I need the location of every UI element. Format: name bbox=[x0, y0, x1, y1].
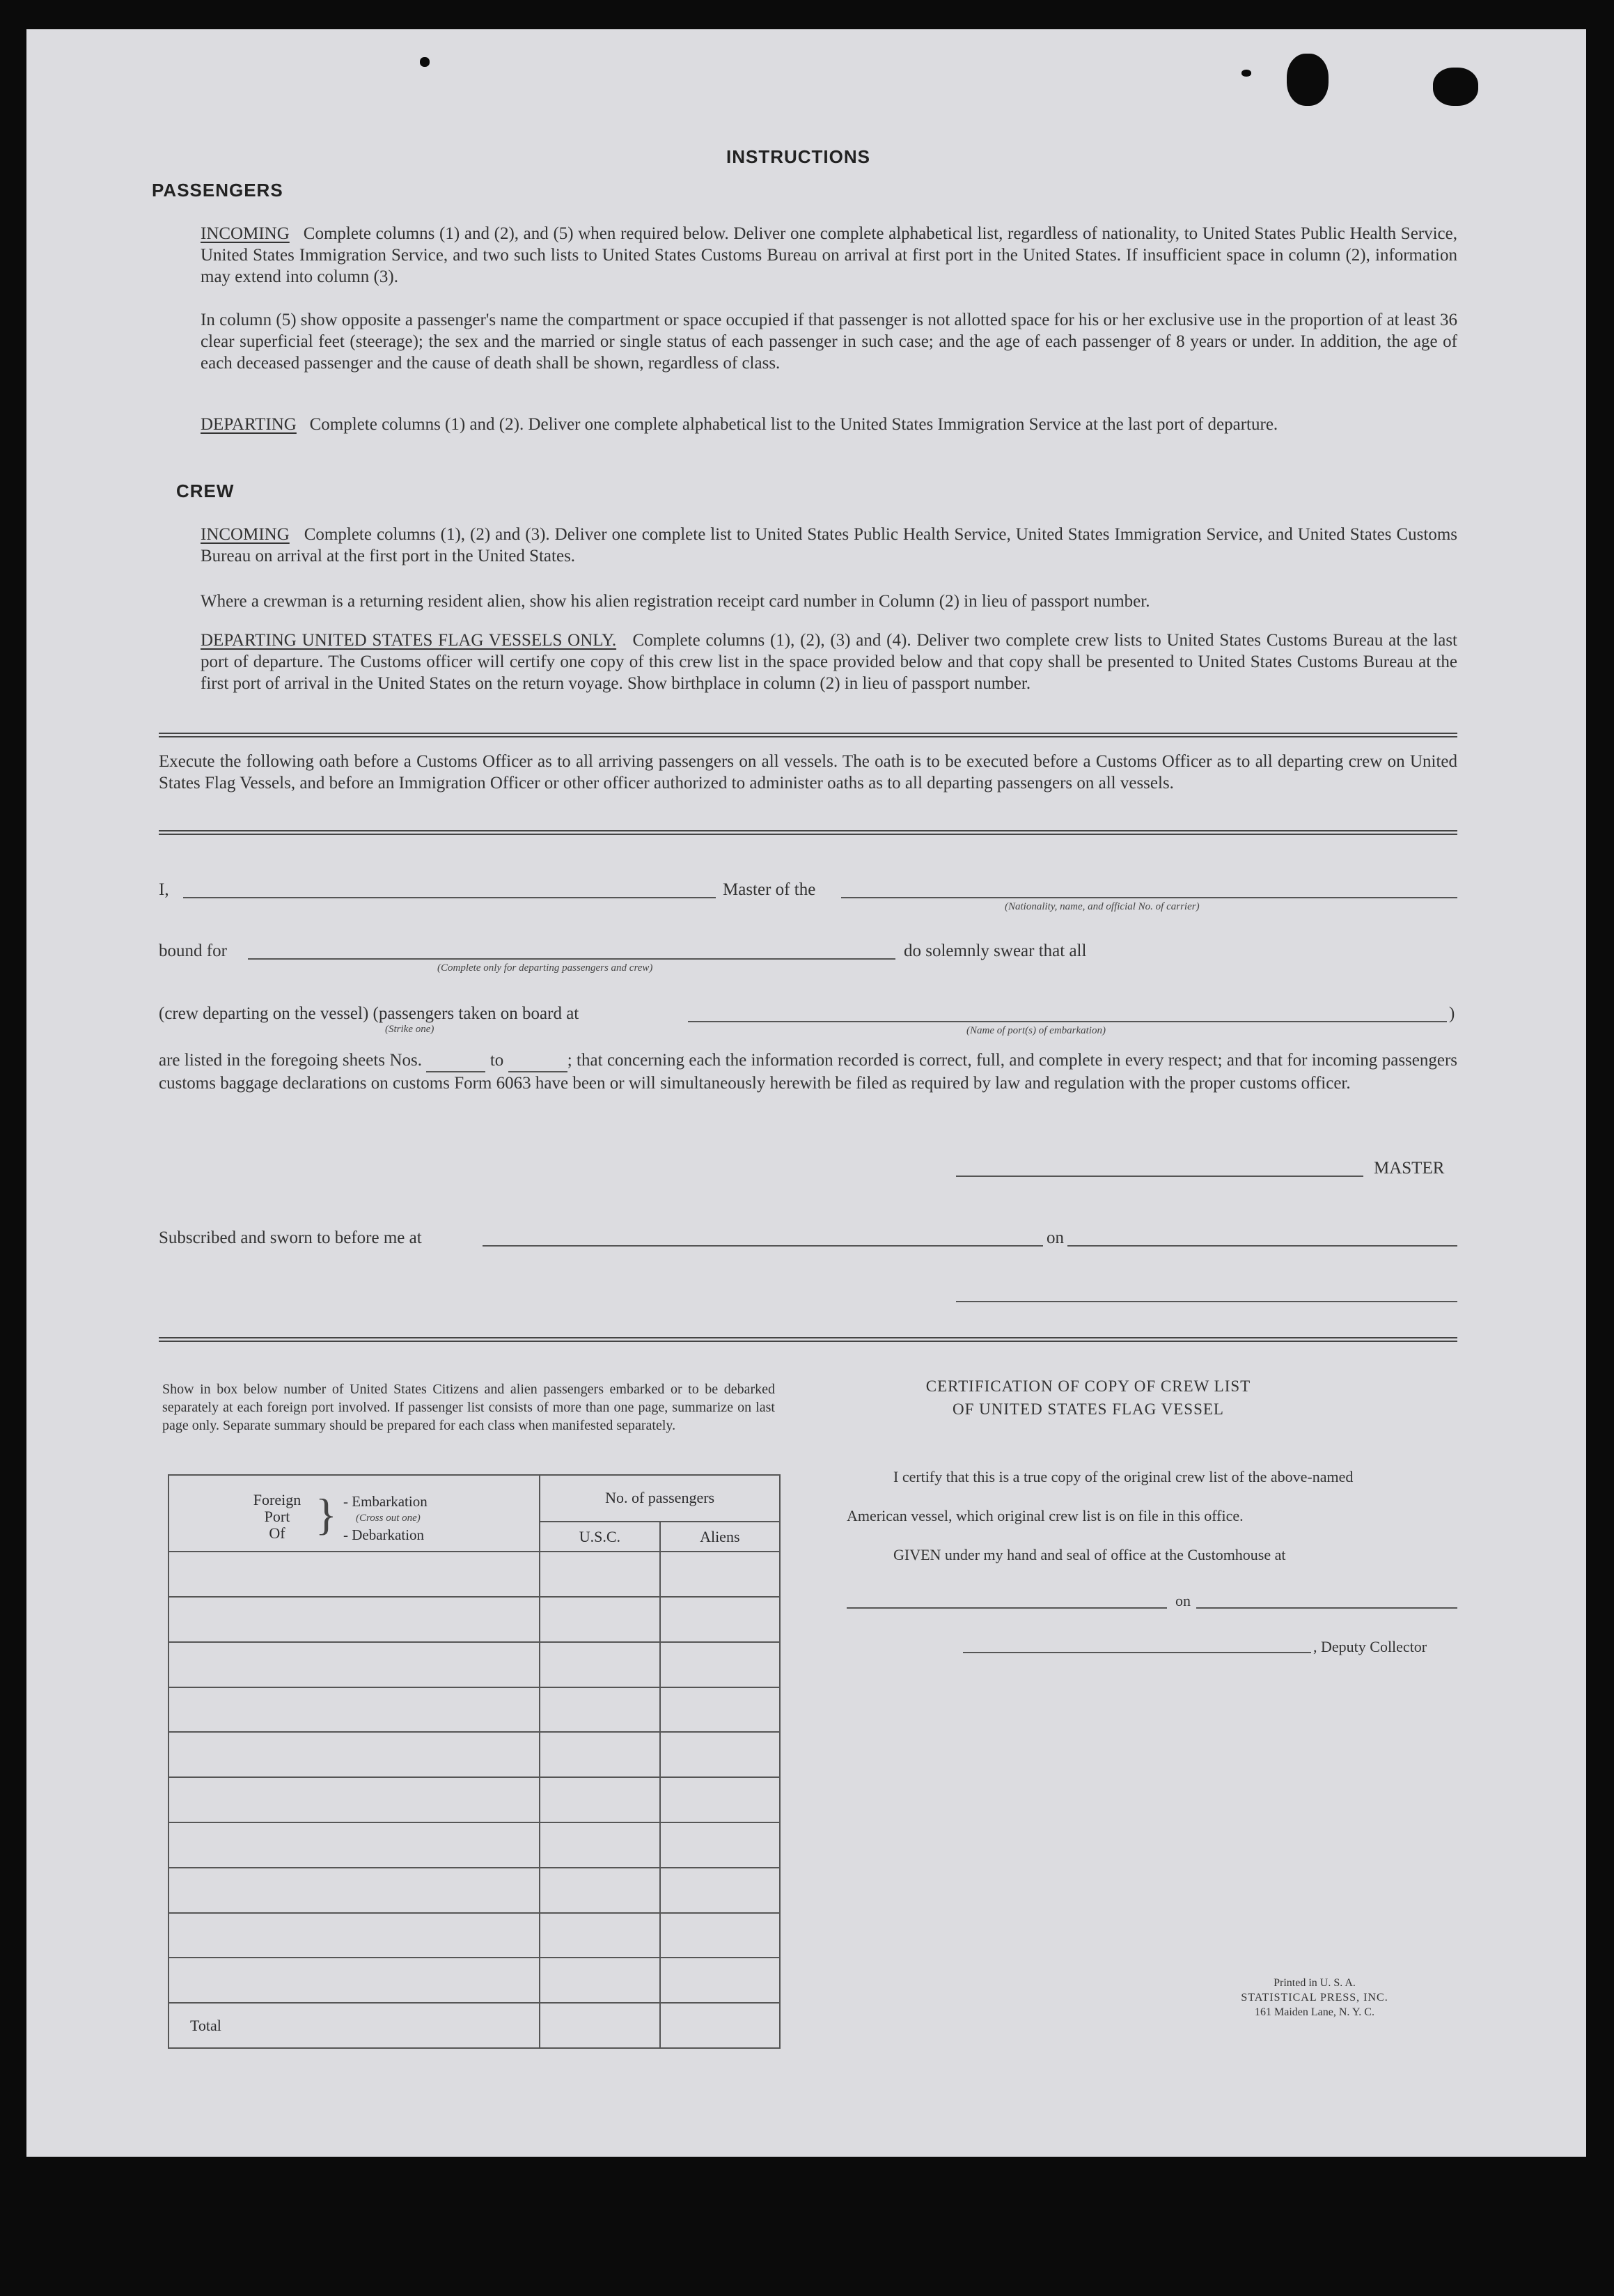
embarkation-label: - Embarkation bbox=[343, 1493, 428, 1510]
instructions-title: INSTRUCTIONS bbox=[726, 146, 870, 167]
port-cell[interactable] bbox=[169, 1687, 540, 1733]
do-solemnly-label: do solemnly swear that all bbox=[904, 942, 1087, 960]
port-cell[interactable] bbox=[169, 1868, 540, 1913]
aliens-cell[interactable] bbox=[660, 1777, 780, 1822]
master-signature-field[interactable] bbox=[956, 1176, 1363, 1177]
port-cell[interactable] bbox=[169, 1552, 540, 1597]
brace-icon: } bbox=[315, 1490, 337, 1540]
aliens-cell[interactable] bbox=[660, 1687, 780, 1733]
listed-paragraph bbox=[159, 1049, 1457, 1094]
port-cell[interactable] bbox=[169, 1597, 540, 1642]
aliens-header: Aliens bbox=[660, 1522, 780, 1552]
to-label: to bbox=[489, 1051, 504, 1070]
crew-departing-paragraph bbox=[201, 630, 1457, 694]
listed-rest: ; that concerning each the information recorded is correct, full, and complete in every respect; and that for incoming passengers customs baggage declarations on customs Form 6063 have been or will simultaneously herewith be filed as required by law and regulation with the proper customs officer. bbox=[159, 1051, 1458, 1093]
printer-line3: 161 Maiden Lane, N. Y. C. bbox=[1255, 2006, 1374, 2018]
punch-mark bbox=[1241, 70, 1251, 77]
certify-line1: I certify that this is a true copy of the original crew list of the above-named bbox=[893, 1468, 1354, 1485]
passengers-heading: PASSENGERS bbox=[152, 180, 283, 201]
port-cell[interactable] bbox=[169, 1732, 540, 1777]
punch-mark bbox=[420, 57, 430, 67]
usc-total-cell[interactable] bbox=[540, 2003, 659, 2048]
usc-cell[interactable] bbox=[540, 1913, 659, 1958]
usc-cell[interactable] bbox=[540, 1687, 659, 1733]
passengers-incoming-label: INCOMING bbox=[201, 224, 290, 243]
usc-cell[interactable] bbox=[540, 1868, 659, 1913]
crew-incoming-label: INCOMING bbox=[201, 525, 290, 544]
no-of-passengers-header: No. of passengers bbox=[540, 1475, 780, 1522]
departing-note: (Complete only for departing passengers and crew) bbox=[437, 962, 653, 974]
subscribed-label: Subscribed and sworn to before me at bbox=[159, 1228, 422, 1247]
divider bbox=[159, 830, 1457, 835]
printer-line2: STATISTICAL PRESS, INC. bbox=[1241, 1992, 1388, 2004]
foreign-port-header bbox=[169, 1475, 540, 1552]
master-name-field[interactable] bbox=[183, 897, 716, 898]
certify-line2: American vessel, which original crew list is on file in this office. bbox=[847, 1507, 1244, 1524]
aliens-cell[interactable] bbox=[660, 1642, 780, 1687]
usc-cell[interactable] bbox=[540, 1732, 659, 1777]
master-label: MASTER bbox=[1374, 1159, 1445, 1178]
certification-title-line2: OF UNITED STATES FLAG VESSEL bbox=[953, 1400, 1224, 1418]
port-cell[interactable] bbox=[169, 1822, 540, 1868]
total-label-cell bbox=[169, 2003, 540, 2048]
port-cell[interactable] bbox=[169, 1913, 540, 1958]
punch-hole bbox=[1433, 68, 1478, 106]
on-label: on bbox=[1047, 1228, 1064, 1247]
sworn-place-field[interactable] bbox=[483, 1245, 1043, 1247]
printer-line1: Printed in U. S. A. bbox=[1274, 1977, 1356, 1989]
printer-imprint bbox=[1210, 1976, 1419, 2020]
crew-resident-paragraph: Where a crewman is a returning resident alien, show his alien registration receipt card number in Column (2) in lieu of passport number. bbox=[201, 592, 1150, 611]
sheet-to-field[interactable] bbox=[508, 1049, 567, 1072]
of-label: Of bbox=[269, 1524, 285, 1543]
nationality-note: (Nationality, name, and official No. of carrier) bbox=[1005, 901, 1200, 912]
debarkation-label: - Debarkation bbox=[343, 1526, 425, 1544]
officer-signature-field[interactable] bbox=[956, 1301, 1457, 1302]
passengers-departing-label: DEPARTING bbox=[201, 415, 297, 434]
usc-header: U.S.C. bbox=[540, 1522, 659, 1552]
sheet-from-field[interactable] bbox=[426, 1049, 485, 1072]
port-label: Port bbox=[264, 1508, 290, 1526]
port-cell[interactable] bbox=[169, 1958, 540, 2003]
crew-incoming-paragraph bbox=[201, 524, 1457, 567]
crew-incoming-text: Complete columns (1), (2) and (3). Deliver one complete list to United States Public Health Service, United States Immigration Service, and United States Customs Bureau on arrival at the first port in the United States. bbox=[201, 525, 1457, 565]
punch-hole bbox=[1287, 54, 1329, 106]
usc-cell[interactable] bbox=[540, 1552, 659, 1597]
passenger-summary-table bbox=[168, 1474, 781, 2049]
customhouse-field[interactable] bbox=[847, 1607, 1167, 1609]
oath-i-label: I, bbox=[159, 880, 169, 899]
cross-out-note: (Cross out one) bbox=[356, 1513, 421, 1524]
oath-intro: Execute the following oath before a Customs Officer as to all arriving passengers on all vessels. The oath is to be executed before a Customs Officer as to all departing crew on United States Flag Vessels, and before an Immigration Officer or other officer authorized to administer oaths as to all departing passengers on all vessels. bbox=[159, 752, 1457, 792]
certification-title bbox=[848, 1375, 1329, 1421]
passengers-column5-paragraph: In column (5) show opposite a passenger's name the compartment or space occupied if that passenger is not allotted space for his or her exclusive use in the proportion of at least 36 clear superficial feet (steerage); the sex and the married or single status of each passenger in such case; and the age of each passenger of 8 years or under. In addition, the age of each deceased passenger and the cause of death shall be shown, regardless of class. bbox=[201, 311, 1457, 373]
bound-for-field[interactable] bbox=[248, 958, 895, 960]
passengers-incoming-paragraph bbox=[201, 223, 1457, 288]
document-page bbox=[26, 29, 1586, 2157]
crew-heading: CREW bbox=[176, 481, 235, 501]
usc-cell[interactable] bbox=[540, 1777, 659, 1822]
total-label: Total bbox=[190, 2016, 221, 2034]
usc-cell[interactable] bbox=[540, 1822, 659, 1868]
aliens-cell[interactable] bbox=[660, 1822, 780, 1868]
divider bbox=[159, 1337, 1457, 1342]
sworn-date-field[interactable] bbox=[1067, 1245, 1457, 1247]
aliens-cell[interactable] bbox=[660, 1868, 780, 1913]
given-label: GIVEN under my hand and seal of office at the Customhouse at bbox=[893, 1546, 1286, 1563]
port-of-embarkation-field[interactable] bbox=[688, 1021, 1447, 1022]
aliens-cell[interactable] bbox=[660, 1913, 780, 1958]
divider bbox=[159, 733, 1457, 737]
listed-text: are listed in the foregoing sheets Nos. bbox=[159, 1051, 422, 1070]
aliens-cell[interactable] bbox=[660, 1597, 780, 1642]
port-cell[interactable] bbox=[169, 1777, 540, 1822]
crew-departing-text: Complete columns (1), (2), (3) and (4). Deliver two complete crew lists to United States Customs Bureau at the last port of departure. The Customs officer will certify one copy of this crew list in the space provided below and that copy shall be presented to United States Customs Bureau at the first port of arrival in the United States on the return voyage. Show birthplace in column (2) in lieu of passport number. bbox=[201, 631, 1457, 693]
port-note: (Name of port(s) of embarkation) bbox=[966, 1025, 1106, 1036]
close-paren: ) bbox=[1449, 1004, 1455, 1023]
summary-instructions: Show in box below number of United States Citizens and alien passengers embarked or to be debarked separately at each foreign port involved. If passenger list consists of more than one page, summarize on last page only. Separate summary should be prepared for each class when manifested separately. bbox=[162, 1382, 775, 1433]
master-of-the-label: Master of the bbox=[723, 880, 816, 899]
aliens-cell[interactable] bbox=[660, 1552, 780, 1597]
aliens-total-cell[interactable] bbox=[660, 2003, 780, 2048]
crew-departing-label: DEPARTING UNITED STATES FLAG VESSELS ONLY. bbox=[201, 631, 617, 650]
usc-cell[interactable] bbox=[540, 1597, 659, 1642]
usc-cell[interactable] bbox=[540, 1642, 659, 1687]
aliens-cell[interactable] bbox=[660, 1958, 780, 2003]
deputy-signature-field[interactable] bbox=[963, 1652, 1311, 1653]
crew-departing-label: (crew departing on the vessel) (passengers taken on board at bbox=[159, 1004, 579, 1023]
port-cell[interactable] bbox=[169, 1642, 540, 1687]
carrier-field[interactable] bbox=[841, 897, 1457, 898]
passengers-departing-paragraph bbox=[201, 414, 1457, 435]
strike-one-note: (Strike one) bbox=[385, 1024, 434, 1035]
foreign-label: Foreign bbox=[253, 1491, 301, 1509]
certification-title-line1: CERTIFICATION OF COPY OF CREW LIST bbox=[925, 1377, 1251, 1395]
bound-for-label: bound for bbox=[159, 942, 227, 960]
deputy-collector-label: , Deputy Collector bbox=[1313, 1638, 1427, 1655]
passengers-incoming-text: Complete columns (1) and (2), and (5) when required below. Deliver one complete alphabetical list, regardless of nationality, to United States Public Health Service, United States Immigration Service, and two such lists to United States Customs Bureau on arrival at first port in the United States. If insufficient space in column (2), information may extend into column (3). bbox=[201, 224, 1458, 286]
usc-cell[interactable] bbox=[540, 1958, 659, 2003]
cert-date-field[interactable] bbox=[1196, 1607, 1457, 1609]
aliens-cell[interactable] bbox=[660, 1732, 780, 1777]
passengers-departing-text: Complete columns (1) and (2). Deliver one complete alphabetical list to the United States Immigration Service at the last port of departure. bbox=[309, 415, 1278, 434]
cert-on-label: on bbox=[1175, 1592, 1191, 1609]
